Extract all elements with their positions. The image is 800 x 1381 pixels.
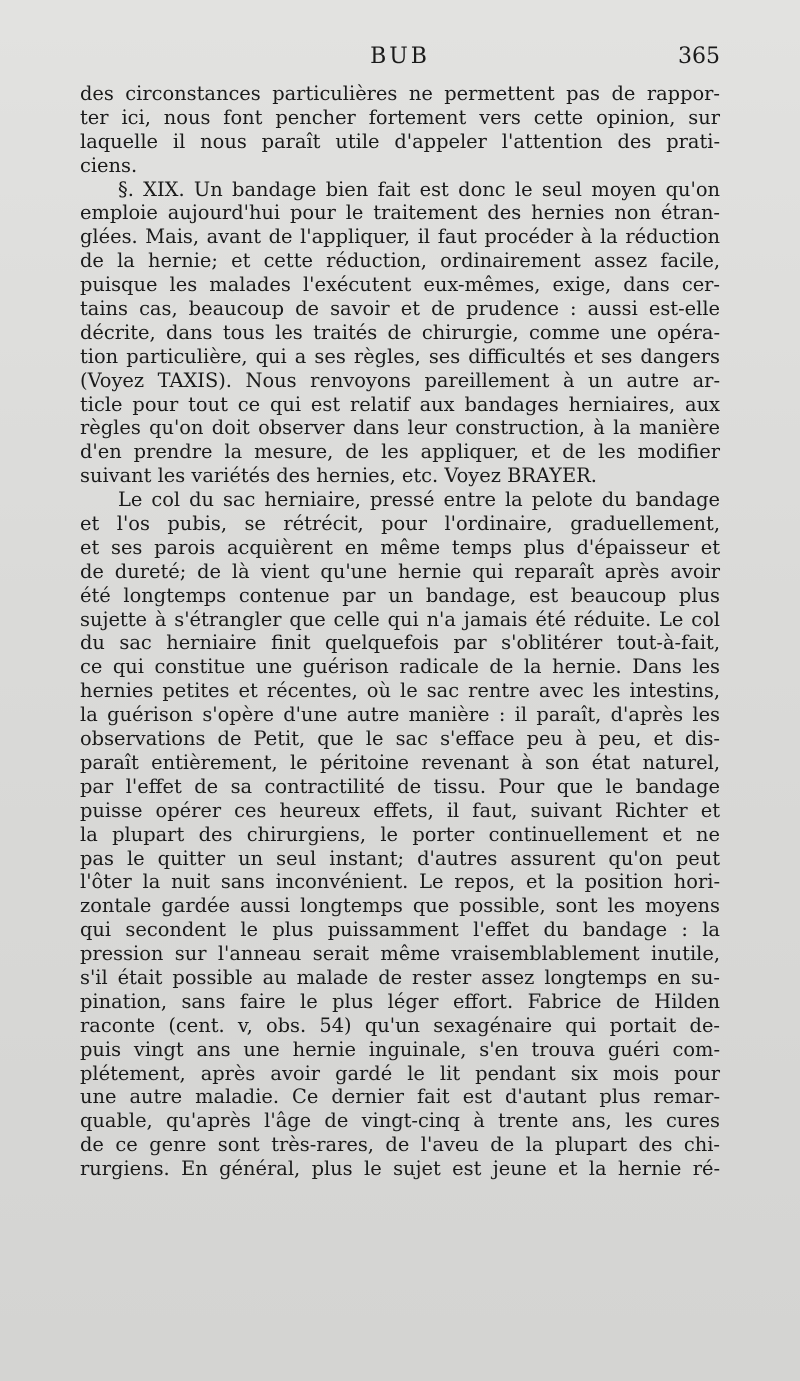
text-line: pination, sans faire le plus léger effort. Fabrice de Hilden (80, 989, 720, 1013)
text-line: pas le quitter un seul instant; d'autres assurent qu'on peut (80, 846, 720, 870)
text-line: ciens. (80, 153, 138, 177)
text-line: la plupart des chirurgiens, le porter continuellement et ne (80, 822, 720, 846)
text-line: tion particulière, qui a ses règles, ses difficultés et ses dangers (80, 344, 720, 368)
text-line: et ses parois acquièrent en même temps plus d'épaisseur et (80, 535, 720, 559)
text-line: paraît entièrement, le péritoine revenant à son état naturel, (80, 750, 720, 774)
text-line: des circonstances particulières ne permettent pas de rappor- (80, 82, 720, 105)
text-line: l'ôter la nuit sans inconvénient. Le repos, et la position hori- (80, 870, 720, 894)
text-line: une autre maladie. Ce dernier fait est d'autant plus remar- (80, 1085, 720, 1109)
text-line: plétement, après avoir gardé le lit pendant six mois pour (80, 1061, 720, 1085)
text-line: de dureté; de là vient qu'une hernie qui reparaît après avoir (80, 559, 720, 583)
text-line: raconte (cent. v, obs. 54) qu'un sexagénaire qui portait de- (80, 1013, 720, 1037)
text-line: la guérison s'opère d'une autre manière : il paraît, d'après les (80, 703, 720, 727)
text-line: pression sur l'anneau serait même vraisemblablement inutile, (80, 942, 720, 966)
text-line: ticle pour tout ce qui est relatif aux bandages herniaires, aux (80, 392, 720, 416)
text-line: observations de Petit, que le sac s'efface peu à peu, et dis- (80, 727, 720, 751)
text-line: suivant les variétés des hernies, etc. Voyez BRAYER. (80, 464, 597, 488)
text-line: du sac herniaire finit quelquefois par s'oblitérer tout-à-fait, (80, 631, 720, 655)
text-line: ce qui constitue une guérison radicale de la hernie. Dans les (80, 655, 720, 679)
text-line: et l'os pubis, se rétrécit, pour l'ordinaire, graduellement, (80, 512, 720, 536)
text-line: puis vingt ans une hernie inguinale, s'en trouva guéri com- (80, 1037, 720, 1061)
text-line: s'il était possible au malade de rester assez longtemps en su- (80, 965, 720, 989)
text-line: zontale gardée aussi longtemps que possible, sont les moyens (80, 894, 720, 918)
text-line: de ce genre sont très-rares, de l'aveu de la plupart des chi- (80, 1133, 720, 1157)
text-line: glées. Mais, avant de l'appliquer, il faut procéder à la réduction (80, 225, 720, 249)
text-line: rurgiens. En général, plus le sujet est jeune et la hernie ré- (80, 1157, 720, 1181)
text-line: été longtemps contenue par un bandage, est beaucoup plus (80, 583, 720, 607)
text-line: sujette à s'étrangler que celle qui n'a jamais été réduite. Le col (80, 607, 720, 631)
text-line: emploie aujourd'hui pour le traitement des hernies non étran- (80, 201, 720, 225)
text-line: puisse opérer ces heureux effets, il faut, suivant Richter et (80, 798, 720, 822)
paragraph-3 (80, 488, 720, 1181)
page-header (80, 38, 720, 82)
text-line: qui secondent le plus puissamment l'effet du bandage : la (80, 918, 720, 942)
text-line: §. XIX. Un bandage bien fait est donc le seul moyen qu'on (118, 177, 720, 201)
text-line: de la hernie; et cette réduction, ordinairement assez facile, (80, 249, 720, 273)
text-line: règles qu'on doit observer dans leur construction, à la manière (80, 416, 720, 440)
paragraph-2 (80, 178, 720, 489)
running-head: BUB (370, 44, 430, 69)
page-number: 365 (678, 44, 720, 69)
text-line: d'en prendre la mesure, de les appliquer, et de les modifier (80, 440, 720, 464)
text-line: Le col du sac herniaire, pressé entre la pelote du bandage (118, 488, 720, 512)
paragraph-1 (80, 82, 720, 178)
text-line: décrite, dans tous les traités de chirurgie, comme une opéra- (80, 320, 720, 344)
text-line: ter ici, nous font pencher fortement vers cette opinion, sur (80, 105, 720, 129)
text-line: quable, qu'après l'âge de vingt-cinq à trente ans, les cures (80, 1109, 720, 1133)
text-line: laquelle il nous paraît utile d'appeler l'attention des prati- (80, 129, 720, 153)
text-line: hernies petites et récentes, où le sac rentre avec les intestins, (80, 679, 720, 703)
text-line: par l'effet de sa contractilité de tissu. Pour que le bandage (80, 774, 720, 798)
text-line: puisque les malades l'exécutent eux-mêmes, exige, dans cer- (80, 273, 720, 297)
text-line: tains cas, beaucoup de savoir et de prudence : aussi est-elle (80, 297, 720, 321)
text-line: (Voyez TAXIS). Nous renvoyons pareillement à un autre ar- (80, 368, 720, 392)
